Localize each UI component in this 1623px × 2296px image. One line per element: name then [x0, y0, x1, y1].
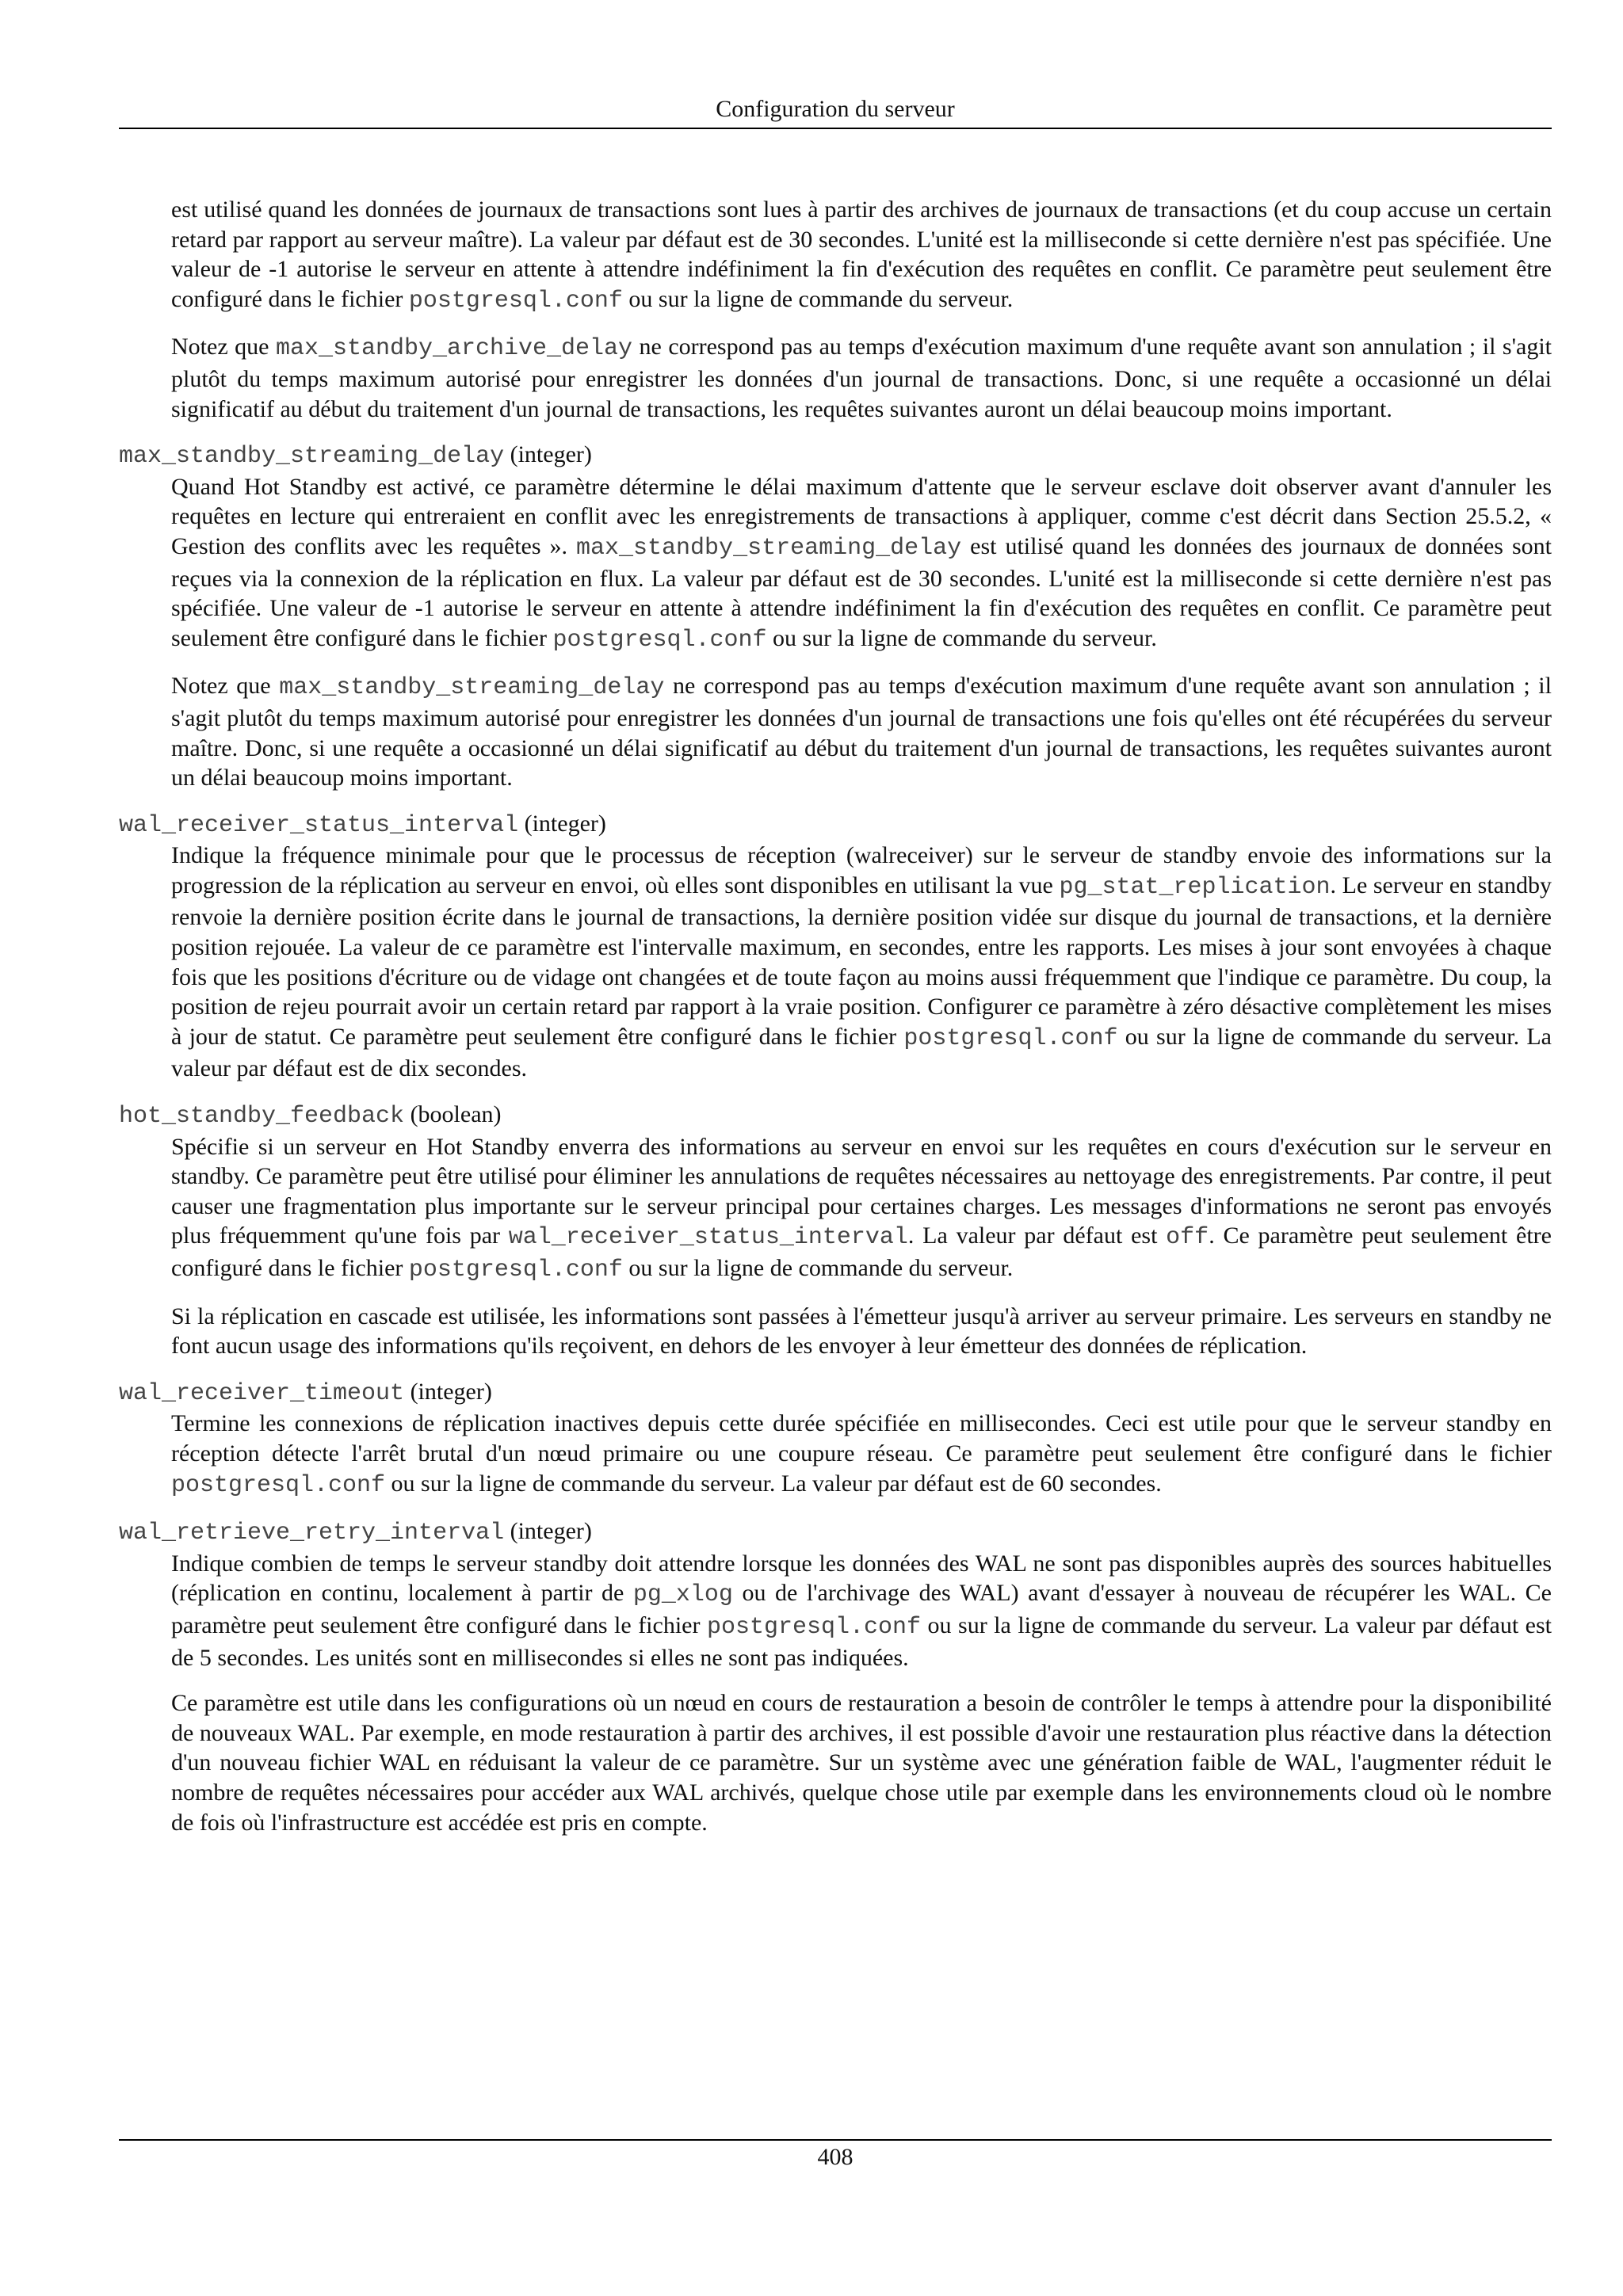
continuation-block	[171, 195, 1552, 424]
description-paragraph: Indique combien de temps le serveur standby doit attendre lorsque les données des WAL ne sont pas disponibles auprès des sources habituelles (réplication en continu, localement à partir de pg_xlog ou de l'archivage des WAL) avant d'essayer à nouveau de récupérer les WAL. Ce paramètre peut seulement être configuré dans le fichier postgresql.conf ou sur la ligne de commande du serveur. La valeur par défaut est de 5 secondes. Les unités sont en millisecondes si elles ne sont pas indiquées.	[171, 1550, 1552, 1671]
param-name: wal_receiver_status_interval	[119, 811, 519, 839]
description-paragraph: Termine les connexions de réplication inactives depuis cette durée spécifiée en millisecondes. Ceci est utile pour que le serveur standby en réception détecte l'arrêt brutal d'un nœud primaire ou une coupure réseau. Ce paramètre peut seulement être configuré dans le fichier postgresql.conf ou sur la ligne de commande du serveur. La valeur par défaut est de 60 secondes.	[171, 1410, 1552, 1499]
param-description	[171, 1409, 1552, 1501]
description-paragraph: Indique la fréquence minimale pour que le processus de réception (walreceiver) sur le serveur de standby envoie des informations sur la progression de la réplication au serveur en envoi, où elles sont disponibles en utilisant la vue pg_stat_replication. Le serveur en standby renvoie la dernière position écrite dans le journal de transactions, la dernière position vidée sur disque du journal de transactions, et la dernière position rejouée. La valeur de ce paramètre est l'intervalle maximum, en secondes, entre les rapports. Les mises à jour sont envoyées à chaque fois que les positions d'écriture ou de vidage ont changées et de toute façon au moins aussi fréquemment que l'indique ce paramètre. Du coup, la position de rejeu pourrait avoir un certain retard par rapport à la vraie position. Configurer ce paramètre à zéro désactive complètement les mises à jour de statut. Ce paramètre peut seulement être configuré dans le fichier postgresql.conf ou sur la ligne de commande du serveur. La valeur par défaut est de dix secondes.	[171, 842, 1552, 1082]
inline-code: postgresql.conf	[408, 1257, 623, 1283]
param-type: (boolean)	[404, 1101, 502, 1128]
param-entry-hot-standby-feedback	[119, 1100, 1552, 1361]
inline-code: wal_receiver_status_interval	[508, 1224, 908, 1252]
param-term	[119, 1100, 1552, 1132]
inline-code: off	[1166, 1224, 1209, 1252]
inline-code: postgresql.conf	[706, 1613, 922, 1641]
inline-code: pg_xlog	[632, 1581, 733, 1609]
param-name: wal_retrieve_retry_interval	[119, 1520, 505, 1547]
param-name: max_standby_streaming_delay	[119, 443, 505, 471]
param-type: (integer)	[504, 1518, 592, 1545]
inline-code: max_standby_streaming_delay	[279, 674, 665, 702]
param-term	[119, 1377, 1552, 1409]
param-name: wal_receiver_timeout	[119, 1379, 405, 1407]
param-entry-max-standby-streaming-delay	[119, 440, 1552, 793]
inline-code: max_standby_streaming_delay	[576, 534, 962, 562]
page-header-title: Configuration du serveur	[716, 96, 955, 122]
param-entry-wal-receiver-timeout	[119, 1377, 1552, 1501]
inline-code: postgresql.conf	[552, 626, 767, 654]
param-term	[119, 440, 1552, 472]
inline-code: max_standby_archive_delay	[275, 335, 633, 363]
param-description	[171, 1132, 1552, 1361]
param-type: (integer)	[518, 810, 606, 837]
param-description	[171, 472, 1552, 793]
param-entry-wal-retrieve-retry-interval	[119, 1516, 1552, 1837]
description-paragraph: Spécifie si un serveur en Hot Standby enverra des informations au serveur en envoi sur les requêtes en cours d'exécution sur le serveur en standby. Ce paramètre peut être utilisé pour éliminer les annulations de requêtes nécessaires au nettoyage des enregistrements. Par contre, il peut causer une fragmentation plus importante sur le serveur principal pour certaines charges. Les messages d'informations ne seront pas envoyés plus fréquemment qu'une fois par wal_receiver_status_interval. La valeur par défaut est off. Ce paramètre peut seulement être configuré dans le fichier postgresql.conf ou sur la ligne de commande du serveur.	[171, 1133, 1552, 1283]
param-type: (integer)	[404, 1378, 492, 1405]
param-type: (integer)	[504, 441, 592, 468]
footer-rule	[119, 2139, 1552, 2141]
inline-code: postgresql.conf	[408, 287, 623, 315]
description-paragraph: Notez que max_standby_streaming_delay ne correspond pas au temps d'exécution maximum d'une requête avant son annulation ; il s'agit plutôt du temps maximum autorisé pour enregistrer les données d'un journal de transactions une fois qu'elles ont été récupérées du serveur maître. Donc, si une requête a occasionné un délai significatif au début du traitement d'un journal de transactions, les requêtes suivantes auront un délai beaucoup moins important.	[171, 673, 1552, 791]
param-name: hot_standby_feedback	[119, 1103, 405, 1131]
continuation-paragraph: est utilisé quand les données de journaux de transactions sont lues à partir des archives de journaux de transactions (et du coup accuse un certain retard par rapport au serveur maître). La valeur par défaut est de 30 secondes. L'unité est la milliseconde si cette dernière n'est pas spécifiée. Une valeur de -1 autorise le serveur en attente à attendre indéfiniment la fin d'exécution des requêtes en conflit. Ce paramètre peut seulement être configuré dans le fichier postgresql.conf ou sur la ligne de commande du serveur.	[171, 196, 1552, 315]
param-description	[171, 1549, 1552, 1837]
param-description	[171, 841, 1552, 1084]
param-entry-wal-receiver-status-interval	[119, 809, 1552, 1084]
inline-code: postgresql.conf	[903, 1024, 1118, 1052]
inline-code: postgresql.conf	[171, 1471, 386, 1499]
param-term	[119, 1516, 1552, 1549]
continuation-note-paragraph: Notez que max_standby_archive_delay ne correspond pas au temps d'exécution maximum d'une requête avant son annulation ; il s'agit plutôt du temps maximum autorisé pour enregistrer les données d'un journal de transactions. Donc, si une requête a occasionné un délai significatif au début du traitement d'un journal de transactions, les requêtes suivantes auront un délai beaucoup moins important.	[171, 334, 1552, 422]
description-paragraph: Ce paramètre est utile dans les configurations où un nœud en cours de restauration a besoin de contrôler le temps à attendre pour la disponibilité de nouveaux WAL. Par exemple, en mode restauration à partir des archives, il est possible d'avoir une restauration plus réactive dans la détection d'un nouveau fichier WAL en réduisant la valeur de ce paramètre. Sur un système avec une génération faible de WAL, l'augmenter réduit le nombre de requêtes nécessaires pour accéder aux WAL archivés, quelque chose utile par exemple dans les environnements cloud où le nombre de fois où l'infrastructure est accédée est pris en compte.	[171, 1690, 1552, 1836]
description-paragraph: Quand Hot Standby est activé, ce paramètre détermine le délai maximum d'attente que le serveur esclave doit observer avant d'annuler les requêtes en lecture qui entreraient en conflit avec les enregistrements de transactions à appliquer, comme c'est décrit dans Section 25.5.2, « Gestion des conflits avec les requêtes ». max_standby_streaming_delay est utilisé quand les données des journaux de données sont reçues via la connexion de la réplication en flux. La valeur par défaut est de 30 secondes. L'unité est la milliseconde si cette dernière n'est pas spécifiée. Une valeur de -1 autorise le serveur en attente à attendre indéfiniment la fin d'exécution des requêtes en conflit. Ce paramètre peut seulement être configuré dans le fichier postgresql.conf ou sur la ligne de commande du serveur.	[171, 473, 1552, 654]
header-rule	[119, 128, 1552, 129]
page-number: 408	[817, 2144, 854, 2170]
description-paragraph: Si la réplication en cascade est utilisée, les informations sont passées à l'émetteur jusqu'à arriver au serveur primaire. Les serveurs en standby ne font aucun usage des informations qu'ils reçoivent, en dehors de les envoyer à leur émetteur des données de réplication.	[171, 1302, 1552, 1360]
param-term	[119, 809, 1552, 841]
inline-code: pg_stat_replication	[1059, 873, 1331, 901]
document-body	[119, 195, 1552, 1853]
